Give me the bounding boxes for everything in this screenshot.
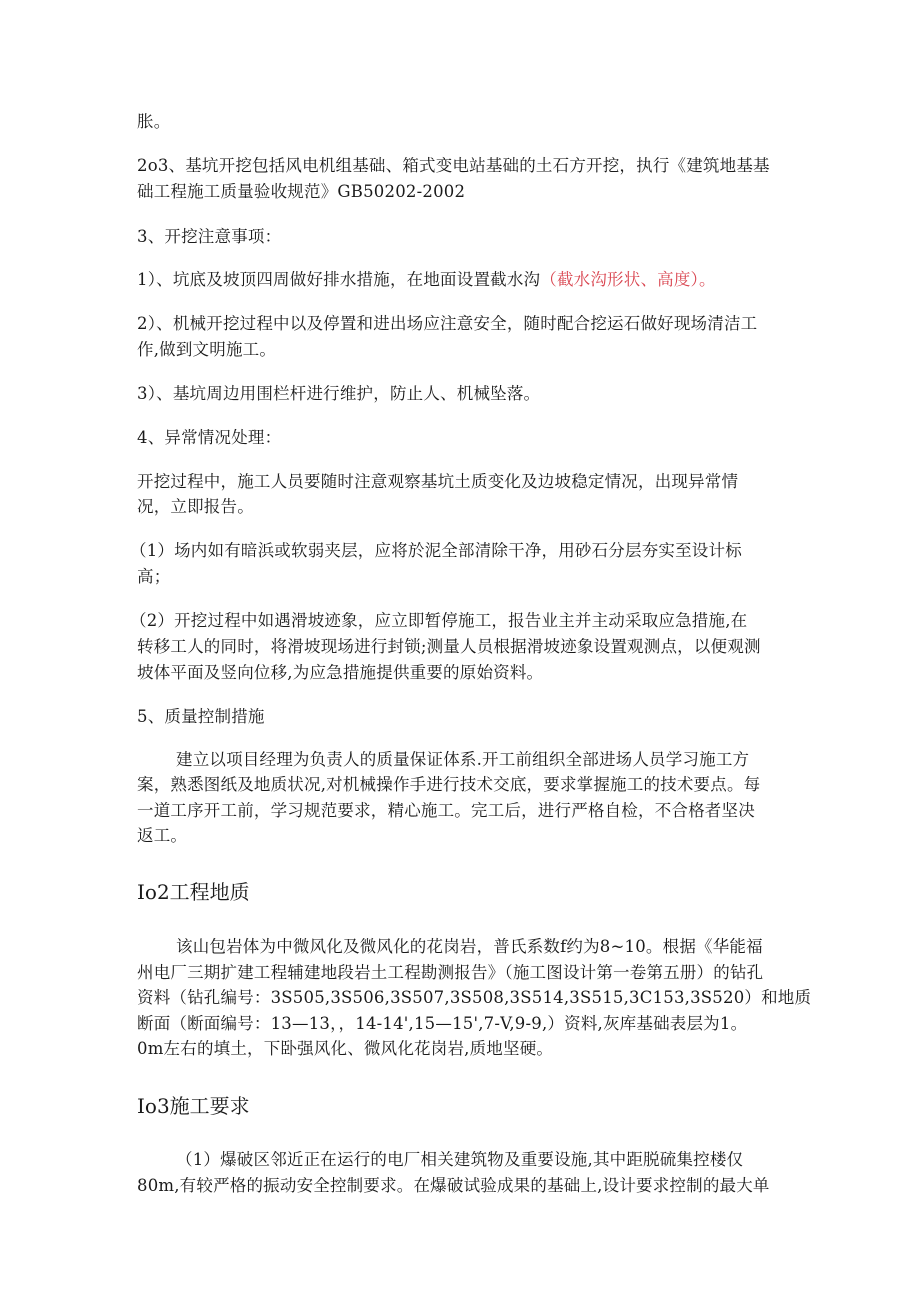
section-title: Io2工程地质 bbox=[137, 880, 250, 904]
paragraph-line: 一道工序开工前，学习规范要求，精心施工。完工后，进行严格自检，不合格者坚决 bbox=[137, 801, 755, 820]
paragraph-line: 胀。 bbox=[137, 112, 171, 131]
paragraph-line: 作,做到文明施工。 bbox=[137, 340, 277, 359]
paragraph-line: 开挖过程中，施工人员要随时注意观察基坑土质变化及边坡稳定情况，出现异常情 bbox=[137, 472, 739, 491]
paragraph-line: 州电厂三期扩建工程辅建地段岩土工程勘测报告》（施工图设计第一卷第五册）的钻孔 bbox=[137, 963, 764, 982]
paragraph-line: 2o3、基坑开挖包括风电机组基础、箱式变电站基础的土石方开挖，执行《建筑地基基 bbox=[137, 156, 770, 175]
paragraph-line: 断面（断面编号：13—13，，14-14',15—15',7-V,9-9,）资料,灰库基础表层为1。 bbox=[137, 1014, 748, 1033]
paragraph-line bbox=[137, 268, 716, 292]
paragraph-line: 返工。 bbox=[137, 826, 188, 845]
paragraph-line: 该山包岩体为中微风化及微风化的花岗岩，普氏系数f约为8~10。根据《华能福 bbox=[176, 937, 763, 956]
paragraph-line: 转移工人的同时，将滑坡现场进行封锁;测量人员根据滑坡迹象设置观测点，以便观测 bbox=[137, 637, 761, 656]
section-title: Io3施工要求 bbox=[137, 1094, 250, 1118]
paragraph-text: 1）、坑底及坡顶四周做好排水措施，在地面设置截水沟 bbox=[137, 270, 541, 289]
paragraph-line: （1）场内如有暗浜或软弱夹层，应将於泥全部清除干净，用砂石分层夯实至设计标 bbox=[130, 541, 742, 560]
paragraph-line: 2）、机械开挖过程中以及停置和进出场应注意安全，随时配合挖运石做好现场清洁工 bbox=[137, 314, 758, 333]
paragraph-line: 础工程施工质量验收规范》GB50202-2002 bbox=[137, 182, 466, 201]
paragraph-line: 80m,有较严格的振动安全控制要求。在爆破试验成果的基础上,设计要求控制的最大单 bbox=[137, 1176, 770, 1195]
paragraph-line: 况，立即报告。 bbox=[137, 497, 254, 516]
paragraph-line: 高； bbox=[137, 567, 171, 586]
paragraph-line: （1）爆破区邻近正在运行的电厂相关建筑物及重要设施,其中距脱硫集控楼仅 bbox=[176, 1150, 744, 1169]
paragraph-line: 3）、基坑周边用围栏杆进行维护，防止人、机械坠落。 bbox=[137, 384, 541, 403]
paragraph-line: 建立以项目经理为负责人的质量保证体系.开工前组织全部进场人员学习施工方 bbox=[176, 750, 750, 769]
section-heading: 3、开挖注意事项： bbox=[137, 227, 282, 246]
paragraph-line: 案，熟悉图纸及地质状况,对机械操作手进行技术交底，要求掌握施工的技术要点。每 bbox=[137, 775, 761, 794]
paragraph-line: （2）开挖过程中如遇滑坡迹象，应立即暂停施工，报告业主并主动采取应急措施,在 bbox=[130, 611, 748, 630]
paragraph-line: 坡体平面及竖向位移,为应急措施提供重要的原始资料。 bbox=[137, 663, 544, 682]
paragraph-line: 0m左右的填土，下卧强风化、微风化花岗岩,质地坚硬。 bbox=[137, 1039, 554, 1058]
highlighted-note: （截水沟形状、高度）。 bbox=[540, 270, 716, 289]
section-heading: 4、异常情况处理： bbox=[137, 428, 282, 447]
section-heading: 5、质量控制措施 bbox=[137, 707, 265, 726]
paragraph-line: 资料（钻孔编号：3S505,3S506,3S507,3S508,3S514,3S515,3C153,3S520）和地质 bbox=[137, 988, 812, 1007]
